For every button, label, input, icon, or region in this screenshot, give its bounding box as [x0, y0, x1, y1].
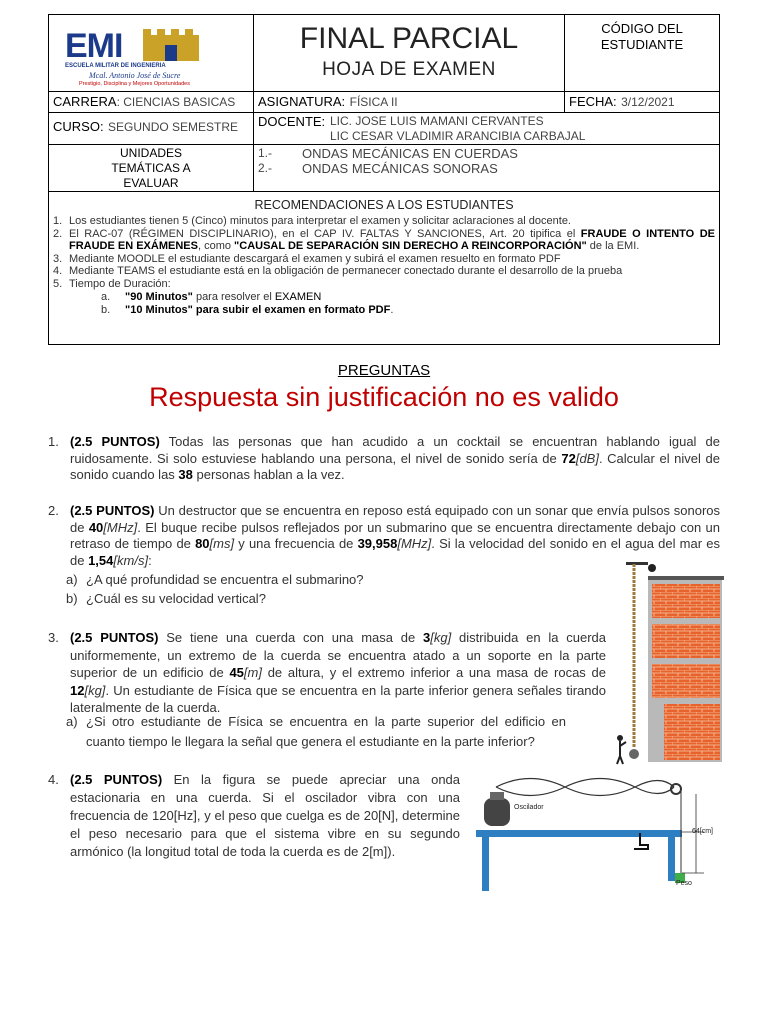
- q3-value: 12: [70, 682, 85, 698]
- unidades-list-cell: [254, 145, 720, 192]
- fecha-label: FECHA:: [569, 94, 617, 109]
- fecha-value: 3/12/2021: [621, 95, 675, 109]
- fecha-cell: [565, 92, 720, 113]
- q3-options: a) ¿Si otro estudiante de Física se encuentra en la parte superior del edificio en cuanto tiempo le llegara la señal que genera el estudiante en la parte inferior?: [66, 712, 566, 752]
- q2-value: 39,958: [357, 536, 398, 551]
- rec-text: de la EMI.: [586, 240, 640, 253]
- unidades-label: UNIDADES TEMÁTICAS A EVALUAR: [111, 146, 191, 190]
- q3-points: (2.5 PUNTOS): [70, 630, 159, 645]
- weight-label: Peso: [676, 880, 692, 887]
- rec-item: 4. Mediante TEAMS el estudiante está en la obligación de permanecer conectado durante el desarrollo de la prueba: [53, 265, 715, 278]
- rec-text: .: [390, 303, 394, 316]
- q2-text: Un destructor que se encuentra en reposo está equipado con un sonar que envía pulsos sonoros de: [70, 503, 720, 535]
- carrera-cell: [49, 92, 254, 113]
- exam-subtitle: HOJA DE EXAMEN: [322, 59, 496, 80]
- emi-logo-subtitle: ESCUELA MILITAR DE INGENIERIA: [65, 63, 166, 69]
- q2-unit: [ms]: [209, 536, 235, 551]
- rec-text: , como: [197, 240, 235, 253]
- rec-item: 5. Tiempo de Duración:: [53, 278, 715, 291]
- q1-value: 72: [561, 450, 576, 466]
- question-2: 2. (2.5 PUNTOS) Un destructor que se encuentra en reposo está equipado con un sonar que envía pulsos sonoros de 40[MHz]. El buque recibe pulsos reflejados por un submarino que se encuentra directamente debajo con un retraso de tiempo de 80[ms] y una frecuencia de 39,958[MHz]. Si la velocidad del sonido en el agua del mar es de 1,54[km/s]:: [48, 503, 720, 568]
- q3-text: Se tiene una cuerda con una masa de: [158, 630, 424, 645]
- unidad-number: 2.-: [258, 161, 273, 175]
- rec-text: Mediante MOODLE el estudiante descargará el examen y subirá el examen resuelto en formato PDF: [69, 252, 561, 265]
- rec-fraude: FRAUDE O INTENTO DE FRAUDE EN EXÁMENES: [69, 227, 715, 253]
- rec-text: Tiempo de Duración:: [69, 277, 171, 290]
- rec-examen: EXAMEN: [274, 290, 322, 303]
- rec-text: Mediante TEAMS el estudiante está en la obligación de permanecer conectado durante el desarrollo de la prueba: [69, 265, 623, 278]
- codigo-cell: [565, 15, 720, 92]
- warning-text: Respuesta sin justificación no es valido: [149, 382, 619, 412]
- q2-unit: [MHz]: [397, 536, 432, 551]
- recomendaciones-title: RECOMENDACIONES A LOS ESTUDIANTES: [254, 198, 514, 212]
- rec-10-min: "10 Minutos" para subir el examen en formato PDF: [125, 303, 391, 316]
- rec-item: 2. El RAC-07 (RÉGIMEN DISCIPLINARIO), en el CAP IV. FALTAS Y SANCIONES, Art. 20 tipifica el FRAUDE O INTENTO DE FRAUDE EN EXÁMENES, como "CAUSAL DE SEPARACIÓN SIN DERECHO A REINCORPORACIÓN" de la EMI.: [53, 227, 715, 253]
- standing-wave-drawing: [470, 770, 720, 894]
- q1-text: personas hablan a la vez.: [192, 467, 345, 482]
- unidad-item: [258, 161, 715, 176]
- q3-unit: [m]: [243, 665, 262, 680]
- docente-cell: [254, 113, 720, 145]
- curso-cell: [49, 113, 254, 145]
- exam-title: FINAL PARCIAL: [299, 22, 519, 55]
- question-1: 1. (2.5 PUNTOS) Todas las personas que han acudido a un cocktail se encuentran hablando igual de ruidosamente. Si solo estuviese hablando una persona, el nivel de sonido sería de 72[dB]. Calcular el nivel de sonido cuando las 38 personas hablan a la vez.: [48, 434, 721, 482]
- unidad-number: 1.-: [258, 146, 273, 160]
- q1-unit: [dB]: [575, 450, 599, 466]
- q2-option-a: ¿A qué profundidad se encuentra el submarino?: [86, 572, 364, 587]
- emi-logo-signature: Mcal. Antonio José de Sucre: [89, 71, 181, 80]
- curso-label: CURSO:: [53, 119, 104, 134]
- q2-text: . Si la velocidad del sonido en el agua del mar es de: [70, 536, 720, 568]
- q2-points: (2.5 PUNTOS): [70, 503, 155, 518]
- q2-unit: [MHz]: [103, 519, 138, 535]
- q2-option-b: ¿Cuál es su velocidad vertical?: [86, 590, 266, 606]
- q3-unit: [kg]: [84, 682, 106, 698]
- rec-item: 3. Mediante MOODLE el estudiante descargará el examen y subirá el examen resuelto en formato PDF: [53, 253, 715, 266]
- carrera-value: : CIENCIAS BASICAS: [116, 95, 236, 109]
- rec-text: Los estudiantes tienen 5 (Cinco) minutos para interpretar el examen y solicitar aclaraciones al docente.: [69, 215, 571, 227]
- rec-text: para resolver el: [192, 290, 275, 303]
- docente-label: DOCENTE:: [258, 114, 326, 129]
- q2-value: 80: [195, 536, 210, 551]
- docente-name-1: LIC. JOSE LUIS MAMANI CERVANTES: [330, 114, 544, 128]
- q2-value: 40: [88, 519, 104, 535]
- rec-90-min: "90 Minutos": [125, 290, 193, 303]
- unidades-label-cell: [49, 145, 254, 192]
- q1-value: 38: [178, 467, 193, 482]
- question-4: 4. (2.5 PUNTOS) En la figura se puede apreciar una onda estacionaria en una cuerda. Si el oscilador vibra con una frecuencia de 120[Hz], y el peso que cuelga es de 20[N], determine el peso necesario para que el sistema vibre en su segundo armónico (la longitud total de toda la cuerda es de 2[m]).: [48, 772, 461, 859]
- preguntas-title: PREGUNTAS: [337, 362, 431, 379]
- exam-header-table: [48, 14, 720, 345]
- q3-text: de altura, y el extremo inferior a una masa de rocas de: [261, 665, 606, 680]
- building-rope-figure: [612, 556, 724, 766]
- castle-icon: [141, 27, 201, 61]
- rec-subitem: b. "10 Minutos" para subir el examen en formato PDF.: [101, 303, 394, 316]
- q4-points: (2.5 PUNTOS): [70, 772, 163, 787]
- q2-options: a) ¿A qué profundidad se encuentra el submarino? b) ¿Cuál es su velocidad vertical?: [66, 572, 364, 606]
- rec-subitem: a. "90 Minutos" para resolver el EXAMEN: [101, 290, 322, 303]
- unidad-text: ONDAS MECÁNICAS SONORAS: [302, 161, 498, 176]
- emi-logo-motto: Prestigio, Disciplina y Mejores Oportunidades: [79, 81, 190, 87]
- asignatura-label: ASIGNATURA:: [258, 94, 346, 109]
- q2-text: y una frecuencia de: [234, 536, 358, 551]
- rec-causal: "CAUSAL DE SEPARACIÓN SIN DERECHO A REINCORPORACIÓN": [234, 240, 587, 253]
- unidad-text: ONDAS MECÁNICAS EN CUERDAS: [302, 146, 518, 161]
- codigo-label: CÓDIGO DEL ESTUDIANTE: [600, 21, 684, 52]
- curso-value: SEGUNDO SEMESTRE: [108, 120, 239, 134]
- q2-text: . El buque recibe pulsos reflejados por un submarino que se encuentra directamente debajo con un retraso de tiempo de: [70, 519, 720, 551]
- rec-text: El RAC-07 (RÉGIMEN DISCIPLINARIO), en el CAP IV. FALTAS Y SANCIONES, Art. 20 tipifica el: [69, 227, 581, 240]
- recomendaciones-cell: [49, 192, 720, 345]
- unidad-item: [258, 146, 715, 161]
- q3-value: 3: [423, 630, 431, 645]
- standing-wave-figure: [470, 770, 720, 894]
- q2-text: :: [148, 552, 152, 568]
- q1-text: Todas las personas que han acudido a un cocktail se encuentran hablando igual de ruidosamente. Si solo estuviese hablando una persona, el nivel de sonido sería de: [70, 434, 721, 466]
- oscillator-label: Oscilador: [514, 804, 544, 811]
- rec-item: 1. Los estudiantes tienen 5 (Cinco) minutos para interpretar el examen y solicitar aclaraciones al docente.: [53, 215, 715, 228]
- logo-cell: [49, 15, 254, 92]
- docente-name-2: LIC CESAR VLADIMIR ARANCIBIA CARBAJAL: [330, 129, 586, 143]
- q3-value: 45: [229, 665, 244, 680]
- q2-unit: [km/s]: [113, 552, 149, 568]
- q1-points: (2.5 PUNTOS): [70, 434, 160, 449]
- q2-value: 1,54: [88, 552, 114, 568]
- q3-text: distribuida en la cuerda uniformemente, un extremo de la cuerda se encuentra atado a un soporte en la parte superior de un edificio de: [70, 630, 607, 680]
- q3-option-a: ¿Si otro estudiante de Física se encuentra en la parte superior del edificio en cuanto tiempo le llegara la señal que genera el estudiante en la parte inferior?: [86, 714, 566, 749]
- question-3: 3. (2.5 PUNTOS) Se tiene una cuerda con una masa de 3[kg] distribuida en la cuerda uniformemente, un extremo de la cuerda se encuentra atado a un soporte en la parte superior de un edificio de 45[m] de altura, y el extremo inferior a una masa de rocas de 12[kg]. Un estudiante de Física que se encuentra en la parte inferior genera señales tirando lateralmente de la cuerda.: [48, 630, 607, 715]
- q3-unit: [kg]: [430, 630, 452, 645]
- asignatura-cell: [254, 92, 565, 113]
- q4-text: En la figura se puede apreciar una onda estacionaria en una cuerda. Si el oscilador vibra con una frecuencia de 120[Hz], y el peso que cuelga es de 20[N], determine el peso necesario para que el sistema vibre en su segundo armónico (la longitud total de toda la cuerda es de 2[m]).: [70, 772, 461, 859]
- asignatura-value: FÍSICA II: [349, 95, 398, 109]
- q3-text: . Un estudiante de Física que se encuentra en la parte inferior genera señales tirando lateralmente de la cuerda.: [70, 682, 606, 715]
- height-label: 64[cm]: [692, 828, 714, 835]
- title-cell: [254, 15, 565, 92]
- carrera-label: CARRERA: [53, 94, 117, 109]
- q1-text: . Calcular el nivel de sonido cuando las: [70, 450, 720, 482]
- emi-logo-text: EMI: [65, 27, 123, 65]
